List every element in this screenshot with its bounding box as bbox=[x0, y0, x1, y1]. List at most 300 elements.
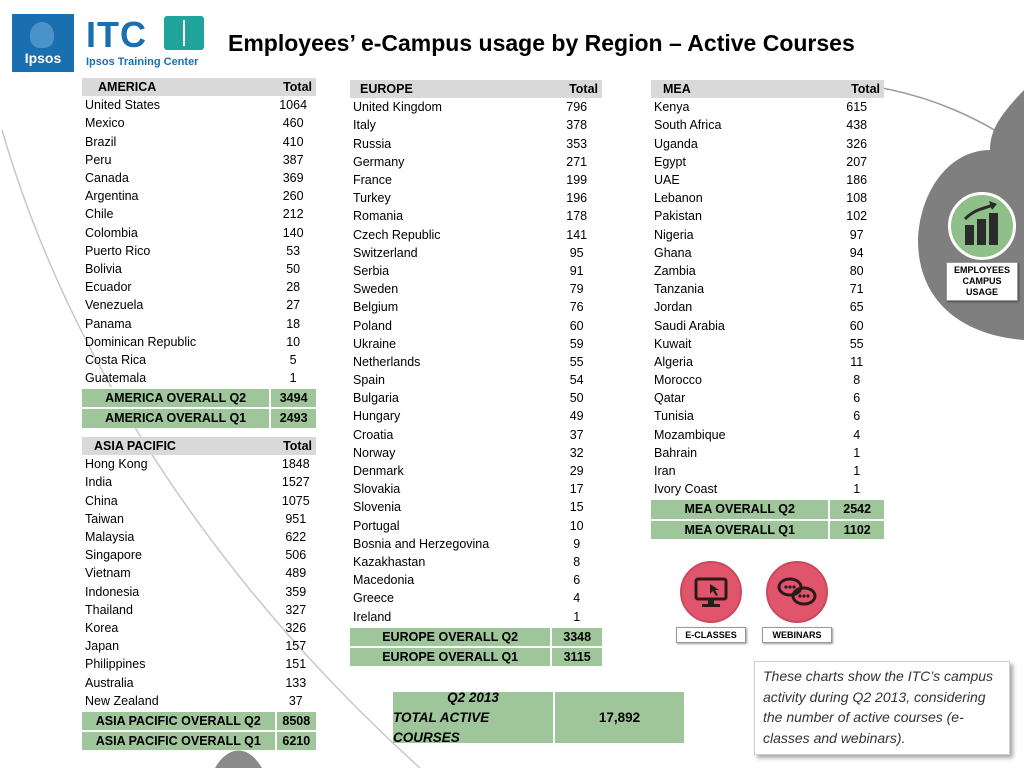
country-name: Tunisia bbox=[654, 409, 694, 424]
course-count: 8 bbox=[853, 373, 861, 388]
country-name: Netherlands bbox=[353, 354, 421, 369]
course-count: 50 bbox=[569, 391, 584, 406]
table-row bbox=[82, 473, 316, 491]
country-name: Mozambique bbox=[654, 427, 726, 442]
country-name: Croatia bbox=[353, 427, 394, 442]
grand-total-period: Q2 2013 bbox=[447, 689, 499, 705]
course-count: 6 bbox=[853, 391, 861, 406]
course-count: 1 bbox=[853, 464, 861, 479]
course-count: 29 bbox=[569, 464, 584, 479]
table-row bbox=[350, 316, 602, 334]
country-name: Jordan bbox=[654, 300, 693, 315]
country-name: Zambia bbox=[654, 263, 696, 278]
america-total-header: Total bbox=[270, 78, 316, 96]
mea-total-header: Total bbox=[829, 80, 884, 98]
country-name: Vietnam bbox=[85, 566, 131, 581]
course-count: 438 bbox=[846, 118, 868, 133]
table-row bbox=[350, 498, 602, 516]
table-row bbox=[350, 244, 602, 262]
course-count: 951 bbox=[285, 511, 307, 526]
course-count: 141 bbox=[566, 227, 588, 242]
summary-label: EUROPE OVERALL Q2 bbox=[350, 627, 551, 647]
country-name: Japan bbox=[85, 639, 120, 654]
table-row bbox=[82, 187, 316, 205]
table-row bbox=[651, 480, 884, 499]
country-name: France bbox=[353, 173, 392, 188]
mea-heading: MEA bbox=[651, 80, 829, 98]
table-row bbox=[651, 407, 884, 425]
country-name: Macedonia bbox=[353, 573, 415, 588]
course-count: 1527 bbox=[281, 475, 310, 490]
course-count: 460 bbox=[282, 116, 304, 131]
table-row bbox=[82, 564, 316, 582]
asia-pacific-table bbox=[82, 437, 316, 750]
country-name: Portugal bbox=[353, 518, 400, 533]
summary-value: 1102 bbox=[829, 520, 884, 539]
course-count: 76 bbox=[569, 300, 584, 315]
country-name: Chile bbox=[85, 207, 114, 222]
table-row bbox=[350, 298, 602, 316]
country-name: Morocco bbox=[654, 373, 702, 388]
course-count: 186 bbox=[846, 173, 868, 188]
table-row bbox=[82, 133, 316, 151]
table-row bbox=[82, 296, 316, 314]
summary-label: ASIA PACIFIC OVERALL Q2 bbox=[82, 711, 276, 731]
employees-label-line3: USAGE bbox=[965, 287, 998, 297]
country-name: India bbox=[85, 475, 113, 490]
country-name: Canada bbox=[85, 171, 129, 186]
country-name: Malaysia bbox=[85, 530, 135, 545]
table-row bbox=[651, 226, 884, 244]
course-count: 55 bbox=[569, 354, 584, 369]
itc-logo-letters: ITC bbox=[86, 14, 147, 55]
country-name: Iran bbox=[654, 464, 676, 479]
country-name: Bolivia bbox=[85, 261, 122, 276]
table-row bbox=[651, 280, 884, 298]
table-row bbox=[350, 517, 602, 535]
summary-value: 3348 bbox=[551, 627, 602, 647]
course-count: 378 bbox=[566, 118, 588, 133]
course-count: 108 bbox=[846, 191, 868, 206]
table-row bbox=[350, 226, 602, 244]
table-row bbox=[82, 169, 316, 187]
country-name: Hong Kong bbox=[85, 457, 148, 472]
country-name: Puerto Rico bbox=[85, 243, 151, 258]
course-count: 196 bbox=[566, 191, 588, 206]
course-count: 54 bbox=[569, 373, 584, 388]
grand-total-label bbox=[393, 689, 553, 745]
table-row bbox=[350, 444, 602, 462]
summary-value: 8508 bbox=[276, 711, 316, 731]
country-name: Ecuador bbox=[85, 280, 132, 295]
course-count: 1 bbox=[573, 609, 581, 624]
course-count: 133 bbox=[285, 675, 307, 690]
country-name: Pakistan bbox=[654, 209, 702, 224]
course-count: 4 bbox=[853, 427, 861, 442]
country-name: Nigeria bbox=[654, 227, 694, 242]
table-row bbox=[82, 673, 316, 691]
webinars-label: WEBINARS bbox=[762, 627, 832, 643]
country-name: Denmark bbox=[353, 464, 404, 479]
head-silhouette-icon bbox=[30, 22, 54, 48]
course-count: 102 bbox=[846, 209, 868, 224]
grand-total-value: 17,892 bbox=[553, 692, 684, 743]
country-name: New Zealand bbox=[85, 693, 159, 708]
course-count: 1 bbox=[289, 371, 297, 386]
country-name: Turkey bbox=[353, 191, 391, 206]
course-count: 5 bbox=[289, 352, 297, 367]
course-count: 207 bbox=[846, 154, 868, 169]
course-count: 18 bbox=[286, 316, 301, 331]
country-name: Switzerland bbox=[353, 245, 418, 260]
course-count: 622 bbox=[285, 530, 307, 545]
summary-row bbox=[82, 388, 316, 408]
summary-row bbox=[82, 711, 316, 731]
table-row bbox=[82, 278, 316, 296]
summary-row bbox=[350, 627, 602, 647]
country-name: Venezuela bbox=[85, 298, 144, 313]
table-row bbox=[651, 316, 884, 334]
course-count: 49 bbox=[569, 409, 584, 424]
country-name: Singapore bbox=[85, 548, 142, 563]
summary-value: 6210 bbox=[276, 731, 316, 750]
country-name: Uganda bbox=[654, 136, 698, 151]
course-count: 1 bbox=[853, 482, 861, 497]
course-count: 4 bbox=[573, 591, 581, 606]
country-name: Brazil bbox=[85, 134, 117, 149]
table-row bbox=[350, 153, 602, 171]
summary-value: 2542 bbox=[829, 499, 884, 519]
course-count: 37 bbox=[288, 693, 303, 708]
course-count: 59 bbox=[569, 336, 584, 351]
country-name: Ivory Coast bbox=[654, 482, 718, 497]
summary-label: AMERICA OVERALL Q2 bbox=[82, 388, 270, 408]
country-name: Dominican Republic bbox=[85, 334, 197, 349]
course-count: 11 bbox=[850, 354, 864, 369]
europe-table bbox=[350, 80, 602, 666]
course-count: 1848 bbox=[281, 457, 310, 472]
table-row bbox=[350, 426, 602, 444]
country-name: Hungary bbox=[353, 409, 401, 424]
course-count: 199 bbox=[566, 173, 588, 188]
table-row bbox=[82, 114, 316, 132]
table-row bbox=[350, 607, 602, 626]
course-count: 1075 bbox=[281, 493, 310, 508]
course-count: 97 bbox=[849, 227, 864, 242]
table-row bbox=[651, 171, 884, 189]
course-count: 10 bbox=[569, 518, 584, 533]
country-name: Argentina bbox=[85, 189, 139, 204]
summary-value: 3115 bbox=[551, 647, 602, 666]
country-name: Bosnia and Herzegovina bbox=[353, 536, 490, 551]
country-name: Costa Rica bbox=[85, 352, 147, 367]
course-count: 8 bbox=[573, 554, 581, 569]
explanation-note: These charts show the ITC’s campus activity during Q2 2013, considering the number of active courses (e-classes and webinars). bbox=[754, 661, 1010, 755]
table-row bbox=[350, 189, 602, 207]
table-row bbox=[651, 135, 884, 153]
table-row bbox=[350, 535, 602, 553]
country-name: Poland bbox=[353, 318, 392, 333]
table-row bbox=[651, 98, 884, 116]
table-row bbox=[651, 116, 884, 134]
course-count: 326 bbox=[846, 136, 868, 151]
course-count: 15 bbox=[569, 500, 584, 515]
course-count: 1064 bbox=[279, 98, 308, 113]
ipsos-logo-text: Ipsos bbox=[24, 50, 62, 66]
country-name: Greece bbox=[353, 591, 394, 606]
country-name: Guatemala bbox=[85, 371, 147, 386]
employees-campus-usage-badge bbox=[946, 192, 1018, 301]
course-count: 27 bbox=[286, 298, 301, 313]
course-count: 95 bbox=[569, 245, 584, 260]
grand-total-caption: TOTAL ACTIVE COURSES bbox=[393, 709, 490, 745]
country-name: United Kingdom bbox=[353, 100, 442, 115]
itc-logo-subtitle: Ipsos Training Center bbox=[86, 56, 199, 68]
table-row bbox=[651, 189, 884, 207]
country-name: Serbia bbox=[353, 263, 390, 278]
table-row bbox=[350, 262, 602, 280]
table-row bbox=[350, 553, 602, 571]
course-count: 94 bbox=[849, 245, 864, 260]
table-row bbox=[350, 171, 602, 189]
course-count: 369 bbox=[282, 171, 304, 186]
asia-pacific-heading: ASIA PACIFIC bbox=[82, 437, 276, 455]
country-name: Germany bbox=[353, 154, 405, 169]
country-name: Panama bbox=[85, 316, 132, 331]
country-name: Bahrain bbox=[654, 445, 698, 460]
table-row bbox=[82, 260, 316, 278]
asia-pacific-total-header: Total bbox=[276, 437, 316, 455]
summary-row bbox=[651, 499, 884, 519]
country-name: Algeria bbox=[654, 354, 693, 369]
course-count: 410 bbox=[282, 134, 304, 149]
table-row bbox=[82, 546, 316, 564]
ipsos-logo bbox=[12, 14, 74, 72]
summary-value: 3494 bbox=[270, 388, 316, 408]
table-row bbox=[350, 589, 602, 607]
country-name: Ukraine bbox=[353, 336, 397, 351]
country-name: China bbox=[85, 493, 118, 508]
course-count: 178 bbox=[566, 209, 588, 224]
e-classes-label: E-CLASSES bbox=[676, 627, 746, 643]
course-count: 91 bbox=[569, 263, 584, 278]
course-count: 326 bbox=[285, 620, 307, 635]
table-row bbox=[350, 280, 602, 298]
course-count: 157 bbox=[285, 639, 307, 654]
page-title: Employees’ e-Campus usage by Region – Active Courses bbox=[228, 30, 855, 56]
course-count: 80 bbox=[849, 263, 864, 278]
country-name: Australia bbox=[85, 675, 134, 690]
table-row bbox=[82, 601, 316, 619]
table-row bbox=[350, 571, 602, 589]
table-row bbox=[82, 619, 316, 637]
country-name: Bulgaria bbox=[353, 391, 399, 406]
country-name: Spain bbox=[353, 373, 385, 388]
table-row bbox=[82, 528, 316, 546]
course-count: 489 bbox=[285, 566, 307, 581]
table-row bbox=[350, 480, 602, 498]
table-row bbox=[82, 637, 316, 655]
country-name: Romania bbox=[353, 209, 404, 224]
course-count: 387 bbox=[282, 152, 304, 167]
course-count: 327 bbox=[285, 602, 307, 617]
grand-total-box bbox=[393, 689, 684, 745]
mea-table bbox=[651, 80, 884, 539]
table-row bbox=[651, 389, 884, 407]
course-count: 17 bbox=[569, 482, 584, 497]
course-count: 6 bbox=[853, 409, 861, 424]
table-row bbox=[651, 244, 884, 262]
table-row bbox=[350, 371, 602, 389]
country-name: Mexico bbox=[85, 116, 125, 131]
summary-label: AMERICA OVERALL Q1 bbox=[82, 408, 270, 427]
course-count: 37 bbox=[569, 427, 584, 442]
course-count: 212 bbox=[282, 207, 304, 222]
course-count: 28 bbox=[286, 280, 301, 295]
itc-logo bbox=[86, 14, 208, 72]
course-count: 71 bbox=[849, 282, 864, 297]
country-name: South Africa bbox=[654, 118, 722, 133]
course-count: 359 bbox=[285, 584, 307, 599]
course-count: 50 bbox=[286, 261, 301, 276]
course-count: 271 bbox=[566, 154, 588, 169]
course-count: 1 bbox=[853, 445, 861, 460]
country-name: Ghana bbox=[654, 245, 692, 260]
america-heading: AMERICA bbox=[82, 78, 270, 96]
course-count: 151 bbox=[285, 657, 307, 672]
table-row bbox=[350, 207, 602, 225]
country-name: Korea bbox=[85, 620, 119, 635]
europe-heading: EUROPE bbox=[350, 80, 551, 98]
country-name: Qatar bbox=[654, 391, 686, 406]
course-count: 10 bbox=[286, 334, 301, 349]
summary-row bbox=[350, 647, 602, 666]
table-row bbox=[82, 314, 316, 332]
table-row bbox=[350, 116, 602, 134]
country-name: Czech Republic bbox=[353, 227, 441, 242]
country-name: Slovenia bbox=[353, 500, 401, 515]
country-name: Russia bbox=[353, 136, 392, 151]
course-count: 32 bbox=[569, 445, 584, 460]
course-count: 60 bbox=[569, 318, 584, 333]
america-table bbox=[82, 78, 316, 428]
course-count: 6 bbox=[573, 573, 581, 588]
table-row bbox=[651, 153, 884, 171]
country-name: Kazakhastan bbox=[353, 554, 426, 569]
country-name: Thailand bbox=[85, 602, 133, 617]
country-name: Belgium bbox=[353, 300, 399, 315]
table-row bbox=[82, 151, 316, 169]
table-row bbox=[82, 333, 316, 351]
course-count: 60 bbox=[849, 318, 864, 333]
course-count: 140 bbox=[282, 225, 304, 240]
europe-total-header: Total bbox=[551, 80, 602, 98]
course-count: 55 bbox=[849, 336, 864, 351]
table-row bbox=[350, 462, 602, 480]
country-name: UAE bbox=[654, 173, 680, 188]
table-row bbox=[82, 205, 316, 223]
summary-label: ASIA PACIFIC OVERALL Q1 bbox=[82, 731, 276, 750]
employees-campus-usage-label bbox=[946, 262, 1018, 301]
table-row bbox=[350, 407, 602, 425]
table-row bbox=[82, 655, 316, 673]
country-name: Peru bbox=[85, 152, 112, 167]
table-row bbox=[350, 335, 602, 353]
table-row bbox=[82, 242, 316, 260]
country-name: Indonesia bbox=[85, 584, 140, 599]
country-name: Kenya bbox=[654, 100, 690, 115]
country-name: Sweden bbox=[353, 282, 399, 297]
country-name: Egypt bbox=[654, 154, 686, 169]
course-count: 9 bbox=[573, 536, 581, 551]
speech-bubbles-icon bbox=[766, 561, 828, 623]
e-classes-badge bbox=[676, 561, 746, 643]
employees-label-line1: EMPLOYEES bbox=[953, 265, 1010, 275]
table-row bbox=[651, 462, 884, 480]
table-row bbox=[82, 455, 316, 473]
table-row bbox=[651, 298, 884, 316]
growth-chart-icon bbox=[948, 192, 1016, 260]
summary-value: 2493 bbox=[270, 408, 316, 427]
country-name: Italy bbox=[353, 118, 376, 133]
table-row bbox=[651, 426, 884, 444]
table-row bbox=[651, 207, 884, 225]
table-row bbox=[350, 389, 602, 407]
webinars-badge bbox=[762, 561, 832, 643]
table-row bbox=[82, 692, 316, 711]
table-row bbox=[82, 96, 316, 114]
table-row bbox=[651, 335, 884, 353]
course-count: 796 bbox=[566, 100, 588, 115]
table-row bbox=[651, 444, 884, 462]
country-name: Kuwait bbox=[654, 336, 692, 351]
country-name: United States bbox=[85, 98, 161, 113]
table-row bbox=[82, 510, 316, 528]
course-count: 260 bbox=[282, 189, 304, 204]
summary-row bbox=[651, 520, 884, 539]
country-name: Ireland bbox=[353, 609, 392, 624]
country-name: Lebanon bbox=[654, 191, 703, 206]
table-row bbox=[82, 351, 316, 369]
monitor-cursor-icon bbox=[680, 561, 742, 623]
course-count: 53 bbox=[286, 243, 301, 258]
country-name: Slovakia bbox=[353, 482, 401, 497]
summary-row bbox=[82, 731, 316, 750]
country-name: Colombia bbox=[85, 225, 138, 240]
employees-label-line2: CAMPUS bbox=[962, 276, 1002, 286]
course-count: 65 bbox=[849, 300, 864, 315]
table-row bbox=[82, 224, 316, 242]
course-count: 506 bbox=[285, 548, 307, 563]
course-count: 353 bbox=[566, 136, 588, 151]
table-row bbox=[651, 262, 884, 280]
summary-label: MEA OVERALL Q2 bbox=[651, 499, 829, 519]
table-row bbox=[350, 353, 602, 371]
course-count: 615 bbox=[846, 100, 868, 115]
country-name: Philippines bbox=[85, 657, 146, 672]
country-name: Norway bbox=[353, 445, 396, 460]
course-count: 79 bbox=[569, 282, 584, 297]
table-row bbox=[82, 369, 316, 388]
table-row bbox=[651, 353, 884, 371]
summary-label: MEA OVERALL Q1 bbox=[651, 520, 829, 539]
book-mouse-icon bbox=[164, 16, 204, 50]
table-row bbox=[651, 371, 884, 389]
country-name: Taiwan bbox=[85, 511, 124, 526]
table-row bbox=[350, 98, 602, 116]
country-name: Saudi Arabia bbox=[654, 318, 725, 333]
table-row bbox=[350, 135, 602, 153]
